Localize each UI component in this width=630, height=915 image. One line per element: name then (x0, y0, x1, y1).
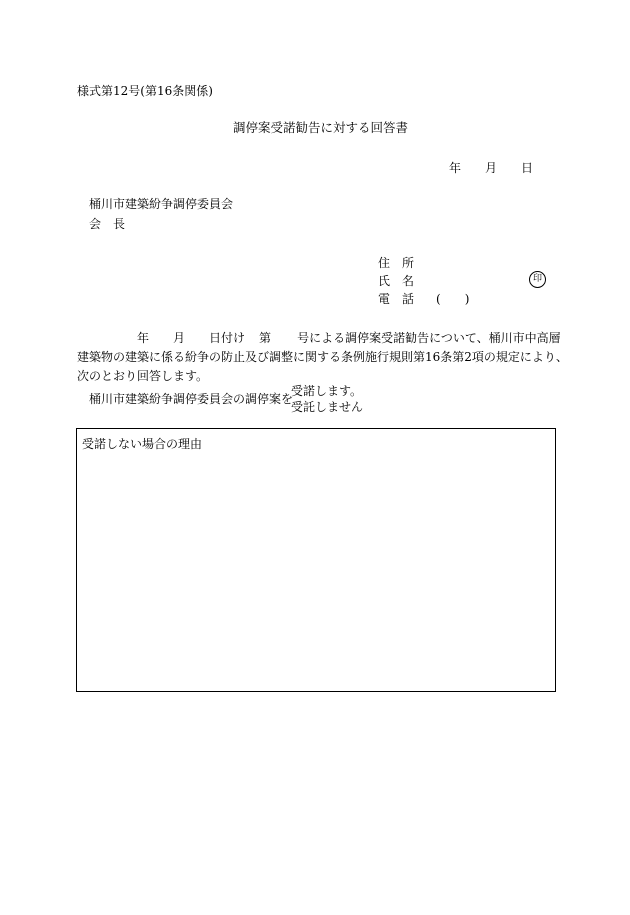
name-label: 氏 名 (378, 274, 415, 288)
document-title: 調停案受諾勧告に対する回答書 (233, 120, 409, 135)
phone-label (378, 292, 469, 306)
body-line-3: 次のとおり回答します。 (77, 369, 209, 383)
body-year: 年 (137, 331, 150, 345)
recipient-title-second: 長 (113, 217, 126, 231)
date-line (449, 161, 533, 175)
body-month: 月 (173, 331, 186, 345)
phone-parens: ( ) (436, 292, 470, 306)
choice-accept: 受諾します。 (291, 384, 363, 398)
date-month-label: 月 (485, 161, 498, 175)
reason-label: 受諾しない場合の理由 (82, 437, 203, 451)
seal-mark: 印 (529, 271, 546, 288)
address-label: 住 所 (378, 256, 415, 270)
choice-decline: 受託しません (291, 400, 364, 414)
form-number: 様式第12号(第16条関係) (77, 84, 213, 98)
body-dated: 日付け (209, 331, 246, 345)
recipient-title-first: 会 (89, 217, 102, 231)
body-line-1-rest: 号による調停案受諾勧告について、桶川市中高層 (297, 331, 561, 345)
date-day-label: 日 (521, 161, 534, 175)
phone-label-text: 電 話 (378, 292, 415, 306)
body-line-1 (137, 331, 561, 345)
recipient-organization: 桶川市建築紛争調停委員会 (89, 197, 234, 211)
recipient-title (89, 217, 125, 231)
body-line-4: 桶川市建築紛争調停委員会の調停案を (89, 392, 294, 406)
body-line-2: 建築物の建築に係る紛争の防止及び調整に関する条例施行規則第16条第2項の規定により、 (77, 350, 568, 364)
body-no: 第 (259, 331, 272, 345)
date-year-label: 年 (449, 161, 462, 175)
reason-box[interactable] (76, 428, 556, 692)
